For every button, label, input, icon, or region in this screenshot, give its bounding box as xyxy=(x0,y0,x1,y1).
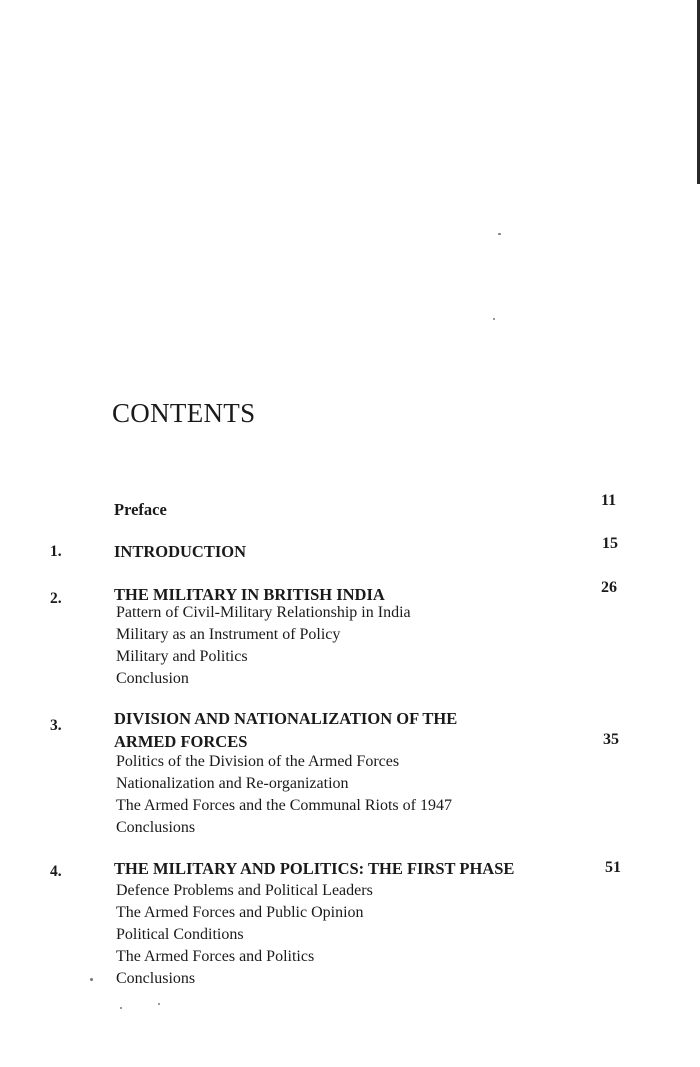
toc-subsection: Political Conditions xyxy=(116,926,244,943)
chapter-number: 4. xyxy=(50,863,62,880)
toc-heading: INTRODUCTION xyxy=(114,542,247,561)
toc-page-number: 26 xyxy=(601,579,617,596)
toc-heading: DIVISION AND NATIONALIZATION OF THE xyxy=(114,709,458,728)
toc-subsection-list xyxy=(116,751,452,839)
toc-page-number: 15 xyxy=(602,535,618,552)
toc-subsection: Military and Politics xyxy=(116,648,248,665)
toc-heading: THE MILITARY IN BRITISH INDIA xyxy=(114,585,385,604)
toc-subsection: The Armed Forces and the Communal Riots of 1947 xyxy=(116,797,452,814)
toc-subsection: The Armed Forces and Public Opinion xyxy=(116,904,364,921)
contents-title: CONTENTS xyxy=(112,398,256,428)
toc-subsection: Conclusions xyxy=(116,819,196,836)
paper-speck xyxy=(90,978,93,981)
chapter-number: 1. xyxy=(50,543,62,560)
toc-subsection: Military as an Instrument of Policy xyxy=(116,626,341,643)
chapter-number: 2. xyxy=(50,590,62,607)
paper-speck xyxy=(498,233,501,235)
toc-subsection: Nationalization and Re-organization xyxy=(116,775,349,792)
toc-page-number: 35 xyxy=(603,731,619,748)
toc-heading: Preface xyxy=(114,500,167,519)
chapter-number: 3. xyxy=(50,717,62,734)
toc-subsection-list xyxy=(116,880,373,990)
toc-page-number: 11 xyxy=(601,492,617,509)
paper-speck xyxy=(158,1003,160,1005)
paper-speck xyxy=(120,1007,122,1009)
toc-subsection: Conclusions xyxy=(116,970,196,987)
toc-heading-continued: ARMED FORCES xyxy=(114,732,248,751)
toc-heading: THE MILITARY AND POLITICS: THE FIRST PHASE xyxy=(114,859,515,878)
paper-speck xyxy=(493,318,495,320)
toc-page-number: 51 xyxy=(605,859,621,876)
toc-subsection: Defence Problems and Political Leaders xyxy=(116,882,373,899)
toc-subsection: Conclusion xyxy=(116,670,189,687)
toc-subsection: The Armed Forces and Politics xyxy=(116,948,315,965)
toc-subsection-list xyxy=(116,602,411,690)
toc-subsection: Pattern of Civil-Military Relationship in India xyxy=(116,604,411,621)
toc-subsection: Politics of the Division of the Armed Forces xyxy=(116,753,400,770)
